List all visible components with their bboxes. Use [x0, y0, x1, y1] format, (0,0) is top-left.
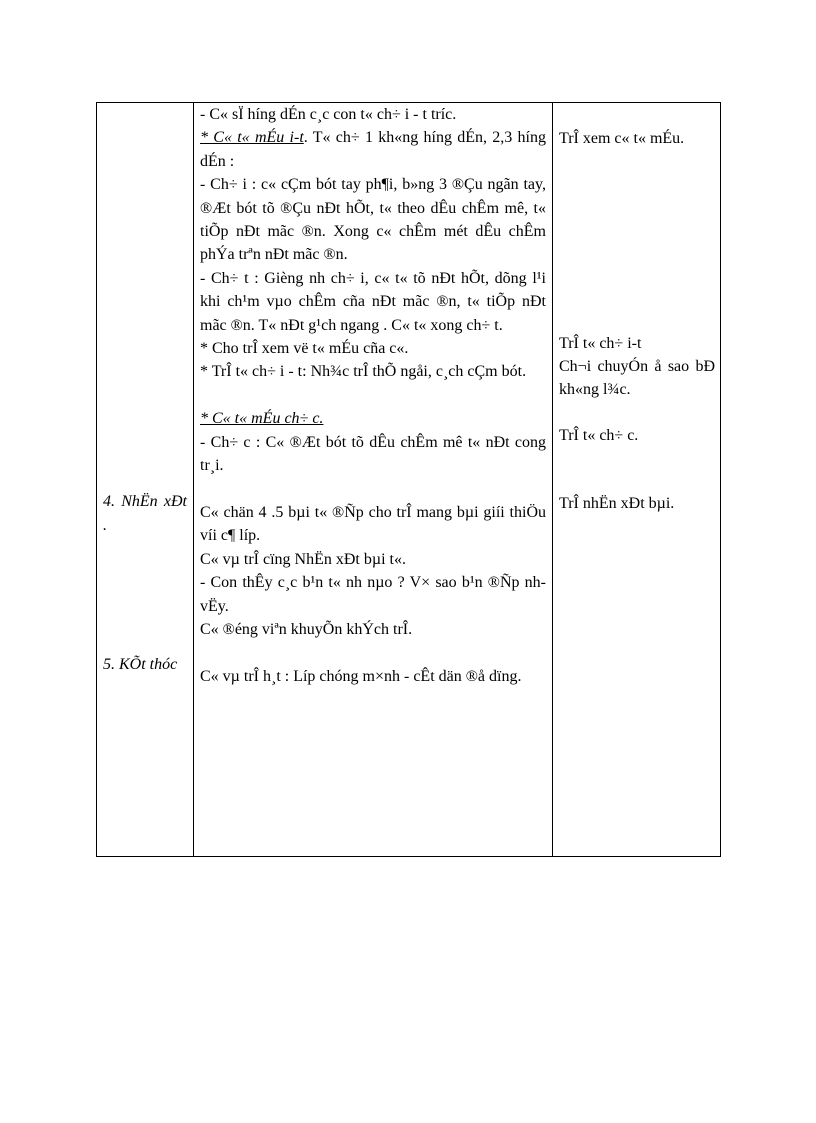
trace-c-line: TrÎ t« ch÷ c.	[559, 427, 639, 444]
letter-t-instructions: - Ch÷ t : Gièng nh ch÷ i, c« t« tõ nÐt hÕt, dõng l¹i khi ch¹m vµo chÊm cña nÐt mãc ®n, t« tiÕp nÐt mãc ®n. T« nÐt g¹ch ngang . C« t« xong ch÷ t.	[200, 269, 546, 334]
review-line: TrÎ nhËn xÐt bµi.	[559, 495, 675, 512]
letter-c-instructions: - Ch÷ c : C« ®Æt bót tõ dÊu chÊm mê t« nÐt cong tr¸i.	[200, 433, 546, 475]
lesson-table	[96, 102, 721, 857]
question-line: - Con thÊy c¸c b¹n t« nh nµo ? V× sao b¹n ®Ñp nh vËy.	[200, 574, 546, 615]
sample-it-paragraph	[200, 126, 546, 173]
letter-i-instructions: - Ch÷ i : c« cÇm bót tay ph¶i, b»ng 3 ®Çu ngãn tay, ®Æt bót tõ ®Çu nÐt hÕt, t« theo dÊu chÊm mê, t« tiÕp nÐt mãc ®n. Xong c« chÊm mét dÊu chÊm phÝa trªn nÐt mãc ®n.	[200, 176, 546, 264]
choose-work-line: C« chän 4 .5 bµi t« ®Ñp cho trÎ mang bµi giíi thiÖu víi c¶ líp.	[200, 503, 546, 545]
song-line: C« vµ trÎ h¸t : Líp chóng m×nh - cÊt dän ®å dïng.	[200, 667, 522, 685]
step-4-label: 4. NhËn xÐt .	[103, 493, 187, 534]
children-activities-column	[553, 103, 721, 856]
steps-column	[97, 103, 193, 856]
teacher-activities-column	[194, 103, 552, 856]
attention-game-line: Ch¬i chuyÓn å sao bÐ kh«ng l¾c.	[559, 358, 715, 399]
sample-it-text: . T« ch÷ 1 kh«ng híng dÉn, 2,3 híng dÉn :	[200, 129, 546, 170]
evaluate-line: C« vµ trÎ cïng NhËn xÐt bµi t«.	[200, 550, 406, 568]
praise-line: C« ®éng viªn khuyÕn khÝch trÎ.	[200, 620, 413, 638]
sample-c-heading: * C« t« mÉu ch÷ c.	[200, 410, 324, 428]
intro-line: - C« sÏ híng dÉn c¸c con t« ch÷ i - t tríc.	[200, 106, 457, 123]
step-5-label: 5. KÕt thóc	[103, 656, 178, 673]
show-sample-line: * Cho trÎ xem vë t« mÉu cña c«.	[200, 340, 409, 358]
children-trace-line: * TrÎ t« ch÷ i - t: Nh¾c trÎ thÕ ngåi, c¸ch cÇm bót.	[200, 363, 527, 381]
trace-it-line: TrÎ t« ch÷ i-t	[559, 335, 642, 352]
watch-sample-line: TrÎ xem c« t« mÉu.	[559, 130, 685, 147]
sample-it-heading: * C« t« mÉu i-t	[200, 129, 304, 147]
